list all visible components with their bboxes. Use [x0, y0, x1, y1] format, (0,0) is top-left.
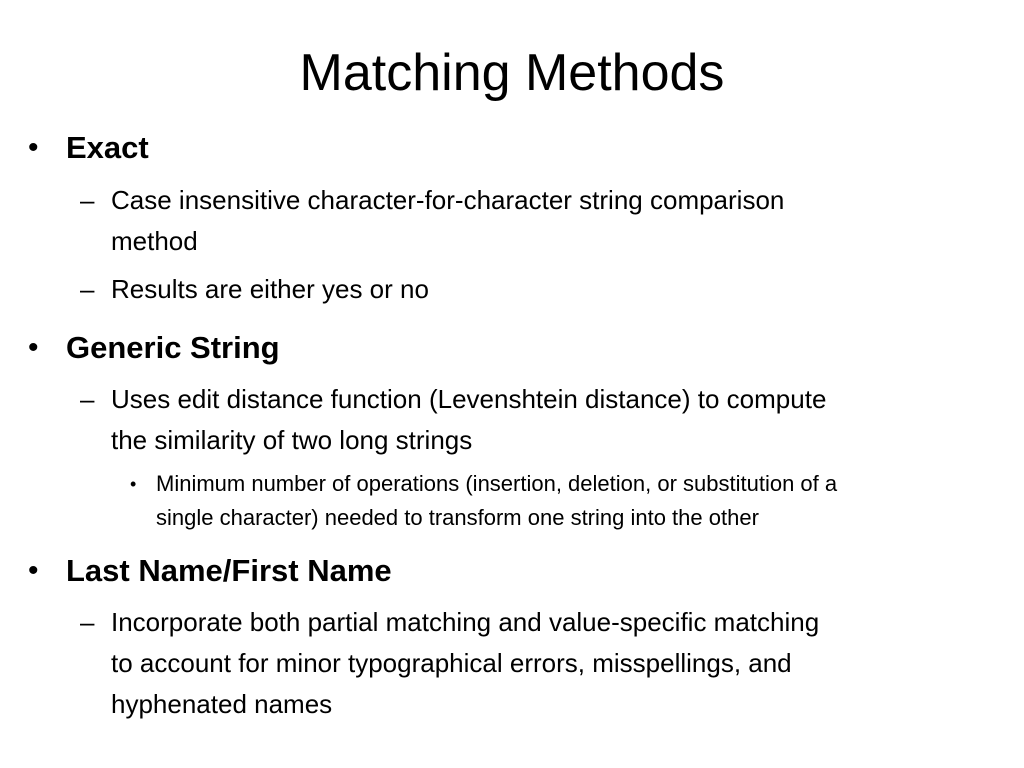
bullet-icon: •	[28, 131, 39, 164]
section-heading-generic-string: Generic String	[66, 330, 280, 365]
generic-subitem-1-line-1: Minimum number of operations (insertion, deletion, or substitution of a	[156, 471, 838, 496]
exact-item-2	[111, 269, 991, 310]
bullet-icon: •	[28, 554, 39, 587]
section-heading-exact: Exact	[66, 130, 149, 165]
name-item-1	[111, 602, 991, 725]
generic-subitem-1	[156, 467, 1006, 535]
exact-item-2-line-1: Results are either yes or no	[111, 274, 429, 304]
exact-item-1-line-1: Case insensitive character-for-character string comparison	[111, 185, 785, 215]
generic-item-1-line-2: the similarity of two long strings	[111, 425, 473, 455]
name-item-1-line-3: hyphenated names	[111, 689, 333, 719]
dash-icon: –	[80, 274, 95, 304]
slide-title: Matching Methods	[299, 44, 725, 102]
generic-item-1-line-1: Uses edit distance function (Levenshtein distance) to compute	[111, 384, 827, 414]
name-item-1-line-2: to account for minor typographical errors, misspellings, and	[111, 648, 792, 678]
dash-icon: –	[80, 607, 95, 637]
section-heading-last-first-name: Last Name/First Name	[66, 553, 392, 588]
name-item-1-line-1: Incorporate both partial matching and value-specific matching	[111, 607, 820, 637]
dash-icon: –	[80, 384, 95, 414]
dash-icon: –	[80, 185, 95, 215]
bullet-icon: •	[130, 474, 137, 494]
generic-item-1	[111, 379, 991, 461]
exact-item-1-line-2: method	[111, 226, 198, 256]
exact-item-1	[111, 180, 991, 262]
generic-subitem-1-line-2: single character) needed to transform one string into the other	[156, 505, 759, 530]
bullet-icon: •	[28, 331, 39, 364]
